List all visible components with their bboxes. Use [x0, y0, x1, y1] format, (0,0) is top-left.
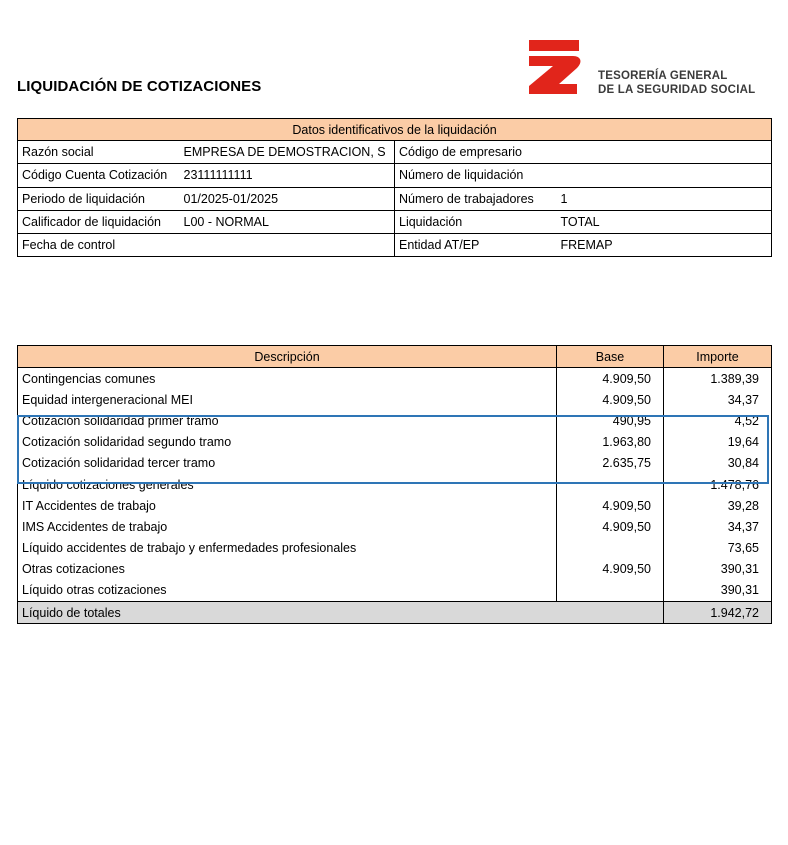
- column-header-base: Base: [557, 346, 664, 368]
- row-importe: 30,84: [664, 453, 772, 474]
- table-row: [18, 210, 772, 233]
- table-row: [18, 389, 772, 410]
- row-description: Líquido otras cotizaciones: [18, 580, 557, 602]
- table-row: [18, 410, 772, 431]
- row-base: [557, 538, 664, 559]
- field-value: 01/2025-01/2025: [180, 187, 395, 210]
- field-value: 1: [557, 187, 772, 210]
- field-value: 23111111111: [180, 164, 395, 187]
- field-label: Fecha de control: [18, 234, 180, 257]
- identification-heading: Datos identificativos de la liquidación: [18, 119, 772, 141]
- field-value: [557, 164, 772, 187]
- field-value: EMPRESA DE DEMOSTRACION, S: [180, 141, 395, 164]
- table-row: [18, 453, 772, 474]
- row-description: Contingencias comunes: [18, 368, 557, 390]
- table-row: [18, 495, 772, 516]
- field-value: [180, 234, 395, 257]
- row-importe: 390,31: [664, 580, 772, 602]
- row-importe: 1.389,39: [664, 368, 772, 390]
- row-base: 2.635,75: [557, 453, 664, 474]
- column-header-description: Descripción: [18, 346, 557, 368]
- identification-table: [17, 118, 772, 257]
- totals-value: 1.942,72: [664, 602, 772, 624]
- row-description: Cotización solidaridad primer tramo: [18, 410, 557, 431]
- totals-empty-cell: [557, 602, 664, 624]
- field-value: [557, 141, 772, 164]
- field-label: Entidad AT/EP: [395, 234, 557, 257]
- row-base: 4.909,50: [557, 516, 664, 537]
- table-row: [18, 368, 772, 390]
- field-value: L00 - NORMAL: [180, 210, 395, 233]
- detail-table: [17, 345, 772, 624]
- row-description: Cotización solidaridad tercer tramo: [18, 453, 557, 474]
- field-label: Código de empresario: [395, 141, 557, 164]
- table-row: [18, 432, 772, 453]
- table-row: [18, 187, 772, 210]
- logo-line-2: DE LA SEGURIDAD SOCIAL: [598, 84, 756, 96]
- field-label: Código Cuenta Cotización: [18, 164, 180, 187]
- row-description: Cotización solidaridad segundo tramo: [18, 432, 557, 453]
- row-importe: 19,64: [664, 432, 772, 453]
- table-row: [18, 474, 772, 495]
- row-importe: 34,37: [664, 516, 772, 537]
- row-base: [557, 580, 664, 602]
- row-importe: 73,65: [664, 538, 772, 559]
- row-description: Otras cotizaciones: [18, 559, 557, 580]
- row-importe: 1.478,76: [664, 474, 772, 495]
- field-label: Razón social: [18, 141, 180, 164]
- field-label: Número de liquidación: [395, 164, 557, 187]
- row-base: 4.909,50: [557, 559, 664, 580]
- table-row: [18, 164, 772, 187]
- row-description: Líquido cotizaciones generales: [18, 474, 557, 495]
- row-description: Líquido accidentes de trabajo y enfermedades profesionales: [18, 538, 557, 559]
- row-importe: 39,28: [664, 495, 772, 516]
- table-row: [18, 141, 772, 164]
- field-label: Liquidación: [395, 210, 557, 233]
- field-value: TOTAL: [557, 210, 772, 233]
- table-row: [18, 234, 772, 257]
- table-row: [18, 559, 772, 580]
- field-label: Periodo de liquidación: [18, 187, 180, 210]
- table-row: [18, 580, 772, 602]
- row-base: 4.909,50: [557, 389, 664, 410]
- logo-line-1: TESORERÍA GENERAL: [598, 70, 728, 82]
- column-header-importe: Importe: [664, 346, 772, 368]
- logo-text: [598, 69, 755, 97]
- totals-label: Líquido de totales: [18, 602, 557, 624]
- row-description: IMS Accidentes de trabajo: [18, 516, 557, 537]
- row-base: [557, 474, 664, 495]
- table-row: [18, 538, 772, 559]
- field-label: Número de trabajadores: [395, 187, 557, 210]
- row-base: 4.909,50: [557, 368, 664, 390]
- row-importe: 4,52: [664, 410, 772, 431]
- row-description: Equidad intergeneracional MEI: [18, 389, 557, 410]
- row-base: 4.909,50: [557, 495, 664, 516]
- page-title: LIQUIDACIÓN DE COTIZACIONES: [17, 78, 262, 95]
- field-value: FREMAP: [557, 234, 772, 257]
- table-row: [18, 516, 772, 537]
- row-importe: 34,37: [664, 389, 772, 410]
- row-importe: 390,31: [664, 559, 772, 580]
- row-description: IT Accidentes de trabajo: [18, 495, 557, 516]
- totals-row: [18, 602, 772, 624]
- row-base: 1.963,80: [557, 432, 664, 453]
- row-base: 490,95: [557, 410, 664, 431]
- field-label: Calificador de liquidación: [18, 210, 180, 233]
